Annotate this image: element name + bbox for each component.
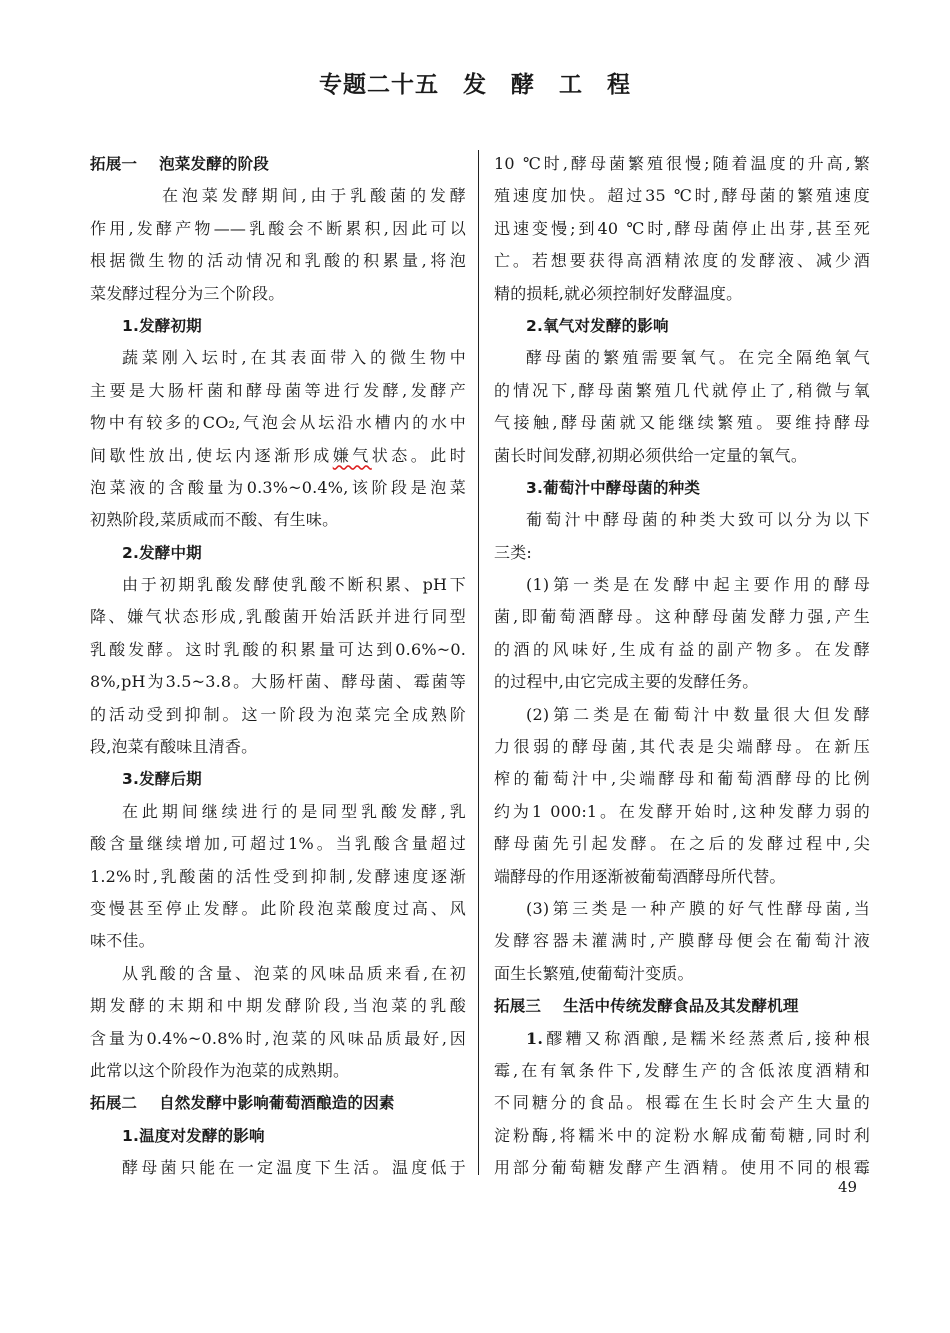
paragraph-line: 精的损耗,就必须控制好发酵温度。 [494, 283, 743, 303]
paragraph-line: 10 ℃时,酵母菌繁殖很慢;随着温度的升高,繁 [494, 154, 870, 173]
paragraph-line: 的酒的风味好,生成有益的副产物多。在发酵 [494, 639, 870, 659]
paragraph-line: 在此期间继续进行的是同型乳酸发酵,乳 [122, 801, 466, 821]
text-run: 间歇性放出,使坛内逐渐形成 [90, 445, 333, 465]
paragraph-line: 段,泡菜有酸味且清香。 [90, 737, 258, 757]
paragraph-line: 殖速度加快。超过35 ℃时,酵母菌的繁殖速度 [494, 186, 870, 206]
extension-3-title: 生活中传统发酵食品及其发酵机理 [563, 997, 799, 1016]
paragraph-line: (3)第三类是一种产膜的好气性酵母菌,当 [526, 898, 870, 918]
paragraph-line: 的过程中,由它完成主要的发酵任务。 [494, 672, 759, 692]
paragraph-line: 酵母菌的繁殖需要氧气。在完全隔绝氧气 [526, 348, 870, 368]
paragraph-line: 酵母菌先引起发酵。在之后的发酵过程中,尖 [494, 834, 870, 854]
paragraph-line: 1.2%时,乳酸菌的活性受到抑制,发酵速度逐渐 [90, 866, 466, 886]
extension-1-title: 泡菜发酵的阶段 [159, 155, 270, 173]
paragraph-line: 8%,pH为3.5~3.8。大肠杆菌、酵母菌、霉菌等 [90, 672, 466, 692]
paragraph-line: 亡。若想要获得高酒精浓度的发酵液、减少酒 [494, 251, 870, 271]
paragraph-line: 约为1 000:1。在发酵开始时,这种发酵力弱的 [494, 801, 870, 821]
extension-3-label: 拓展三 [494, 997, 542, 1016]
paragraph-line: 菌长时间发酵,初期必须供给一定量的氧气。 [494, 445, 808, 465]
paragraph-line: 用部分葡萄糖发酵产生酒精。使用不同的根霉 [494, 1158, 870, 1178]
right-column [494, 148, 870, 1185]
extension-1-label: 拓展一 [90, 155, 138, 173]
section-heading: 2.发酵中期 [122, 543, 202, 562]
paragraph-line: 降、嫌气状态形成,乳酸菌开始活跃并进行同型 [90, 607, 466, 627]
paragraph-line: 力很弱的酵母菌,其代表是尖端酵母。在新压 [494, 737, 870, 757]
page-number: 49 [838, 1178, 858, 1196]
paragraph-line: 变慢甚至停止发酵。此阶段泡菜酸度过高、风 [90, 898, 466, 918]
left-column [90, 148, 466, 1185]
paragraph-line: 蔬菜刚入坛时,在其表面带入的微生物中 [122, 348, 466, 368]
paragraph-line: 迅速变慢;到40 ℃时,酵母菌停止出芽,甚至死 [494, 218, 870, 238]
paragraph-line: 味不佳。 [90, 931, 155, 951]
paragraph-line: 在泡菜发酵期间,由于乳酸菌的发酵 [162, 186, 466, 206]
extension-1-heading [90, 148, 466, 180]
paragraph-line: (1)第一类是在发酵中起主要作用的酵母 [526, 575, 870, 595]
extension-2-heading [90, 1087, 466, 1119]
paragraph-line: 气接触,酵母菌就又能继续繁殖。要维持酵母 [494, 413, 870, 433]
paragraph-line: 作用,发酵产物——乳酸会不断累积,因此可以 [90, 218, 466, 238]
paragraph-line: 淀粉酶,将糯米中的淀粉水解成葡萄糖,同时利 [494, 1125, 870, 1145]
paragraph-line: 三类: [494, 542, 532, 562]
paragraph-line: 菜发酵过程分为三个阶段。 [90, 283, 285, 303]
paragraph-line: 菌,即葡萄酒酵母。这种酵母菌发酵力强,产生 [494, 607, 870, 627]
paragraph-line: 含量为0.4%~0.8%时,泡菜的风味品质最好,因 [90, 1028, 466, 1048]
paragraph-line: 不同糖分的食品。根霉在生长时会产生大量的 [494, 1093, 870, 1113]
paragraph-line: 期发酵的末期和中期发酵阶段,当泡菜的乳酸 [90, 996, 466, 1016]
paragraph-line: 的活动受到抑制。这一阶段为泡菜完全成熟阶 [90, 704, 466, 724]
paragraph-line: 由于初期乳酸发酵使乳酸不断积累、pH下 [122, 575, 466, 595]
paragraph-line: 霉,在有氧条件下,发酵生产的含低浓度酒精和 [494, 1060, 870, 1080]
paragraph-line: 根据微生物的活动情况和乳酸的积累量,将泡 [90, 251, 466, 271]
paragraph-line: 葡萄汁中酵母菌的种类大致可以分为以下 [526, 510, 870, 530]
extension-2-title: 自然发酵中影响葡萄酒酿造的因素 [159, 1094, 395, 1113]
page-title: 专题二十五 发 酵 工 程 [319, 72, 631, 98]
text-run: 状态。此时 [371, 445, 466, 465]
paragraph-line: 端酵母的作用逐渐被葡萄酒酵母所代替。 [494, 866, 786, 886]
section-heading: 2.氧气对发酵的影响 [526, 316, 669, 335]
paragraph-line: 此常以这个阶段作为泡菜的成熟期。 [90, 1060, 350, 1080]
paragraph-line: 酸含量继续增加,可超过1%。当乳酸含量超过 [90, 834, 466, 854]
paragraph-line: 主要是大肠杆菌和酵母菌等进行发酵,发酵产 [90, 380, 466, 400]
section-heading: 1.温度对发酵的影响 [122, 1126, 265, 1145]
paragraph-line [90, 440, 466, 472]
extension-2-label: 拓展二 [90, 1094, 138, 1113]
section-heading: 1.发酵初期 [122, 316, 202, 335]
paragraph-line: 的情况下,酵母菌繁殖几代就停止了,稍微与氧 [494, 380, 870, 400]
column-divider [478, 150, 479, 1175]
paragraph-line: 泡菜液的含酸量为0.3%~0.4%,该阶段是泡菜 [90, 477, 466, 497]
paragraph-line: 榨的葡萄汁中,尖端酵母和葡萄酒酵母的比例 [494, 769, 870, 789]
paragraph-line: 酵母菌只能在一定温度下生活。温度低于 [122, 1158, 466, 1178]
section-heading: 3.发酵后期 [122, 770, 202, 789]
section-heading: 3.葡萄汁中酵母菌的种类 [526, 478, 701, 497]
paragraph-line: 从乳酸的含量、泡菜的风味品质来看,在初 [122, 963, 466, 983]
paragraph-line: 初熟阶段,菜质咸而不酸、有生味。 [90, 510, 339, 530]
paragraph-line: 物中有较多的CO₂,气泡会从坛沿水槽内的水中 [90, 413, 466, 433]
paragraph-line: 发酵容器未灌满时,产膜酵母便会在葡萄汁液 [494, 931, 870, 951]
text-run: 醪糟又称酒酿,是糯米经蒸煮后,接种根 [543, 1028, 870, 1048]
item-number: 1. [526, 1028, 544, 1048]
paragraph-line [494, 1023, 870, 1055]
extension-3-heading [494, 990, 870, 1022]
paragraph-line: 乳酸发酵。这时乳酸的积累量可达到0.6%~0. [90, 639, 466, 659]
paragraph-line: 面生长繁殖,使葡萄汁变质。 [494, 963, 694, 983]
paragraph-line: (2)第二类是在葡萄汁中数量很大但发酵 [526, 704, 870, 724]
wavy-underlined-term: 嫌气 [332, 445, 372, 465]
